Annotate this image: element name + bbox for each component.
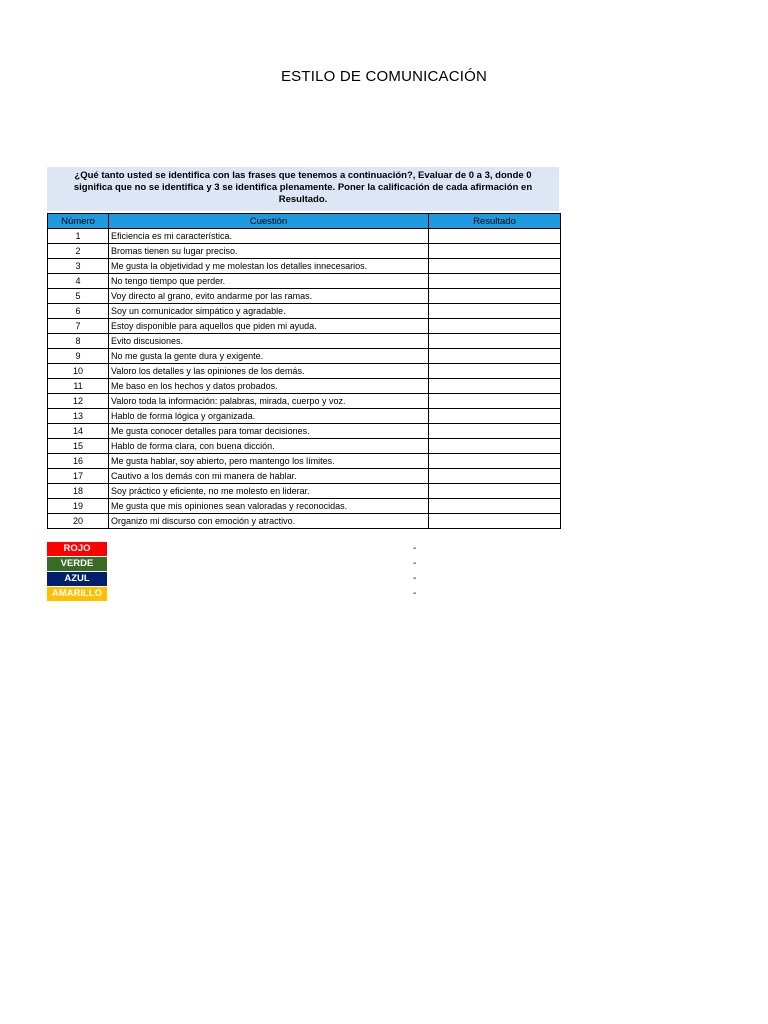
row-result-cell[interactable] [429,394,561,409]
row-result-cell[interactable] [429,319,561,334]
legend-color-label: AMARILLO [47,587,107,601]
questions-table [47,213,561,529]
legend-row [47,542,427,557]
table-row [48,229,561,244]
row-statement: Hablo de forma lógica y organizada. [109,409,429,424]
table-row [48,244,561,259]
row-result-cell[interactable] [429,229,561,244]
row-statement: Voy directo al grano, evito andarme por las ramas. [109,289,429,304]
row-result-cell[interactable] [429,439,561,454]
row-result-cell[interactable] [429,499,561,514]
row-result-cell[interactable] [429,334,561,349]
table-row [48,454,561,469]
legend-row [47,587,427,602]
row-number: 13 [48,409,109,424]
table-row [48,304,561,319]
row-number: 17 [48,469,109,484]
row-number: 14 [48,424,109,439]
row-statement: Valoro toda la información: palabras, mirada, cuerpo y voz. [109,394,429,409]
table-row [48,274,561,289]
table-row [48,409,561,424]
row-statement: Me gusta conocer detalles para tomar decisiones. [109,424,429,439]
row-statement: Me gusta que mis opiniones sean valoradas y reconocidas. [109,499,429,514]
row-statement: No me gusta la gente dura y exigente. [109,349,429,364]
row-number: 7 [48,319,109,334]
row-statement: Me gusta hablar, soy abierto, pero mantengo los límites. [109,454,429,469]
row-number: 4 [48,274,109,289]
table-row [48,319,561,334]
row-number: 5 [48,289,109,304]
row-number: 2 [48,244,109,259]
row-number: 9 [48,349,109,364]
table-row [48,469,561,484]
row-number: 18 [48,484,109,499]
row-number: 1 [48,229,109,244]
row-statement: Organizo mi discurso con emoción y atractivo. [109,514,429,529]
legend-score-value: - [413,573,417,584]
row-result-cell[interactable] [429,484,561,499]
row-result-cell[interactable] [429,424,561,439]
legend-score-value: - [413,543,417,554]
row-number: 11 [48,379,109,394]
table-header-row [48,214,561,229]
row-result-cell[interactable] [429,289,561,304]
row-statement: Soy práctico y eficiente, no me molesto en liderar. [109,484,429,499]
row-result-cell[interactable] [429,349,561,364]
legend-row [47,557,427,572]
legend-color-label: AZUL [47,572,107,586]
row-statement: Hablo de forma clara, con buena dicción. [109,439,429,454]
row-statement: Soy un comunicador simpático y agradable. [109,304,429,319]
row-statement: Evito discusiones. [109,334,429,349]
table-row [48,424,561,439]
row-statement: Cautivo a los demás con mi manera de hablar. [109,469,429,484]
row-statement: Estoy disponible para aquellos que piden mi ayuda. [109,319,429,334]
table-row [48,514,561,529]
legend-score-value: - [413,558,417,569]
header-cuestion: Cuestión [109,214,429,229]
page-title: ESTILO DE COMUNICACIÓN [280,68,488,85]
table-row [48,364,561,379]
legend-row [47,572,427,587]
row-statement: Bromas tienen su lugar preciso. [109,244,429,259]
table-row [48,349,561,364]
legend-color-label: VERDE [47,557,107,571]
header-numero: Número [48,214,109,229]
instructions-box: ¿Qué tanto usted se identifica con las frases que tenemos a continuación?, Evaluar de 0 a 3, donde 0 significa que no se identifica y 3 se identifica plenamente. Poner la calificación de cada afirmación en Resultado. [47,167,559,211]
row-result-cell[interactable] [429,364,561,379]
row-statement: No tengo tiempo que perder. [109,274,429,289]
table-body [48,229,561,529]
table-row [48,439,561,454]
row-number: 10 [48,364,109,379]
table-row [48,499,561,514]
table-row [48,289,561,304]
row-number: 16 [48,454,109,469]
color-legend [47,542,427,602]
row-number: 15 [48,439,109,454]
row-number: 8 [48,334,109,349]
row-result-cell[interactable] [429,259,561,274]
row-statement: Me baso en los hechos y datos probados. [109,379,429,394]
row-statement: Valoro los detalles y las opiniones de los demás. [109,364,429,379]
table-row [48,394,561,409]
table-row [48,484,561,499]
row-result-cell[interactable] [429,469,561,484]
row-result-cell[interactable] [429,244,561,259]
row-statement: Eficiencia es mi característica. [109,229,429,244]
row-result-cell[interactable] [429,514,561,529]
row-result-cell[interactable] [429,304,561,319]
legend-score-value: - [413,588,417,599]
legend-color-label: ROJO [47,542,107,556]
table-row [48,334,561,349]
table-row [48,259,561,274]
row-number: 20 [48,514,109,529]
row-number: 6 [48,304,109,319]
row-statement: Me gusta la objetividad y me molestan los detalles innecesarios. [109,259,429,274]
row-result-cell[interactable] [429,274,561,289]
row-result-cell[interactable] [429,409,561,424]
row-number: 12 [48,394,109,409]
table-row [48,379,561,394]
header-resultado: Resultado [429,214,561,229]
row-number: 3 [48,259,109,274]
row-number: 19 [48,499,109,514]
row-result-cell[interactable] [429,379,561,394]
row-result-cell[interactable] [429,454,561,469]
